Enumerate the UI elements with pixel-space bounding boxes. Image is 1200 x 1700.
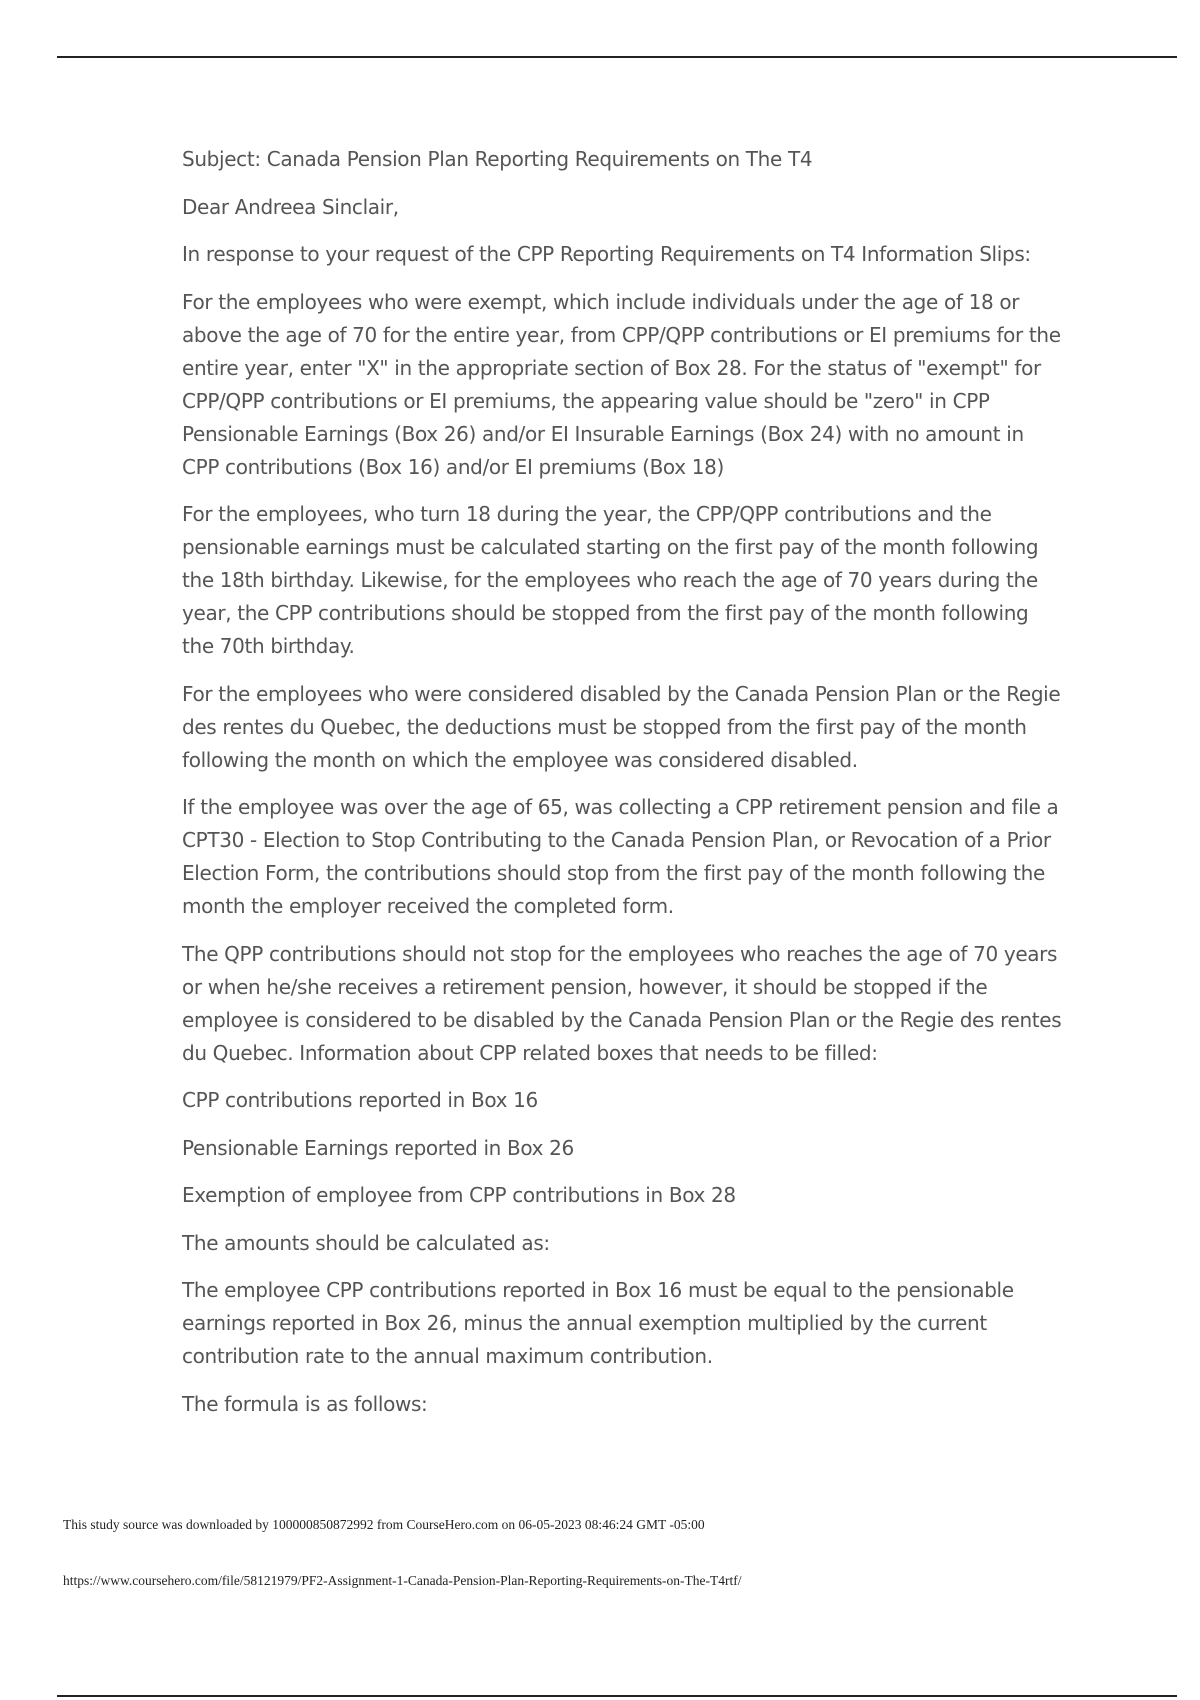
download-note: This study source was downloaded by 100000850872992 from CourseHero.com on 06-05-2023 08:46:24 GMT -05:00	[63, 1517, 705, 1532]
paragraph-qpp: The QPP contributions should not stop for the employees who reaches the age of 70 years or when he/she receives a retirement pension, however, it should be stopped if the employee is considered to be disabled by the Canada Pension Plan or the Regie des rentes du Quebec. Information about CPP related boxes that needs to be filled:	[182, 941, 1062, 1065]
top-divider	[57, 56, 1177, 58]
calculation-intro: The amounts should be calculated as:	[182, 1230, 550, 1255]
bottom-divider	[57, 1695, 1177, 1697]
calculation-text: The employee CPP contributions reported in Box 16 must be equal to the pensionable earnings reported in Box 26, minus the annual exemption multiplied by the current contribution rate to the annual maximum contribution.	[182, 1278, 1014, 1368]
letter-salutation: Dear Andreea Sinclair,	[182, 194, 399, 219]
box-item-26: Pensionable Earnings reported in Box 26	[182, 1135, 574, 1160]
letter-subject: Subject: Canada Pension Plan Reporting Requirements on The T4	[182, 147, 813, 171]
letter-body	[182, 143, 1062, 1435]
source-url[interactable]: https://www.coursehero.com/file/58121979/PF2-Assignment-1-Canada-Pension-Plan-Reporting-Requirements-on-The-T4rtf/	[63, 1573, 742, 1588]
box-item-16: CPP contributions reported in Box 16	[182, 1088, 538, 1112]
letter-intro: In response to your request of the CPP Reporting Requirements on T4 Information Slips:	[182, 242, 1031, 266]
box-item-28: Exemption of employee from CPP contributions in Box 28	[182, 1183, 736, 1207]
paragraph-exempt-employees: For the employees who were exempt, which include individuals under the age of 18 or above the age of 70 for the entire year, from CPP/QPP contributions or EI premiums for the entire year, enter "X" in the appropriate section of Box 28. For the status of "exempt" for CPP/QPP contributions or EI premiums, the appearing value should be "zero" in CPP Pensionable Earnings (Box 26) and/or EI Insurable Earnings (Box 24) with no amount in CPP contributions (Box 16) and/or EI premiums (Box 18)	[182, 289, 1061, 479]
paragraph-age-18-70: For the employees, who turn 18 during the year, the CPP/QPP contributions and the pensionable earnings must be calculated starting on the first pay of the month following the 18th birthday. Likewise, for the employees who reach the age of 70 years during the year, the CPP contributions should be stopped from the first pay of the month following the 70th birthday.	[182, 502, 1039, 658]
paragraph-disabled: For the employees who were considered disabled by the Canada Pension Plan or the Regie des rentes du Quebec, the deductions must be stopped from the first pay of the month following the month on which the employee was considered disabled.	[182, 681, 1061, 772]
formula-intro: The formula is as follows:	[182, 1391, 428, 1416]
paragraph-over-65: If the employee was over the age of 65, was collecting a CPP retirement pension and file a CPT30 - Election to Stop Contributing to the Canada Pension Plan, or Revocation of a Prior Election Form, the contributions should stop from the first pay of the month following the month the employer received the completed form.	[182, 795, 1059, 918]
